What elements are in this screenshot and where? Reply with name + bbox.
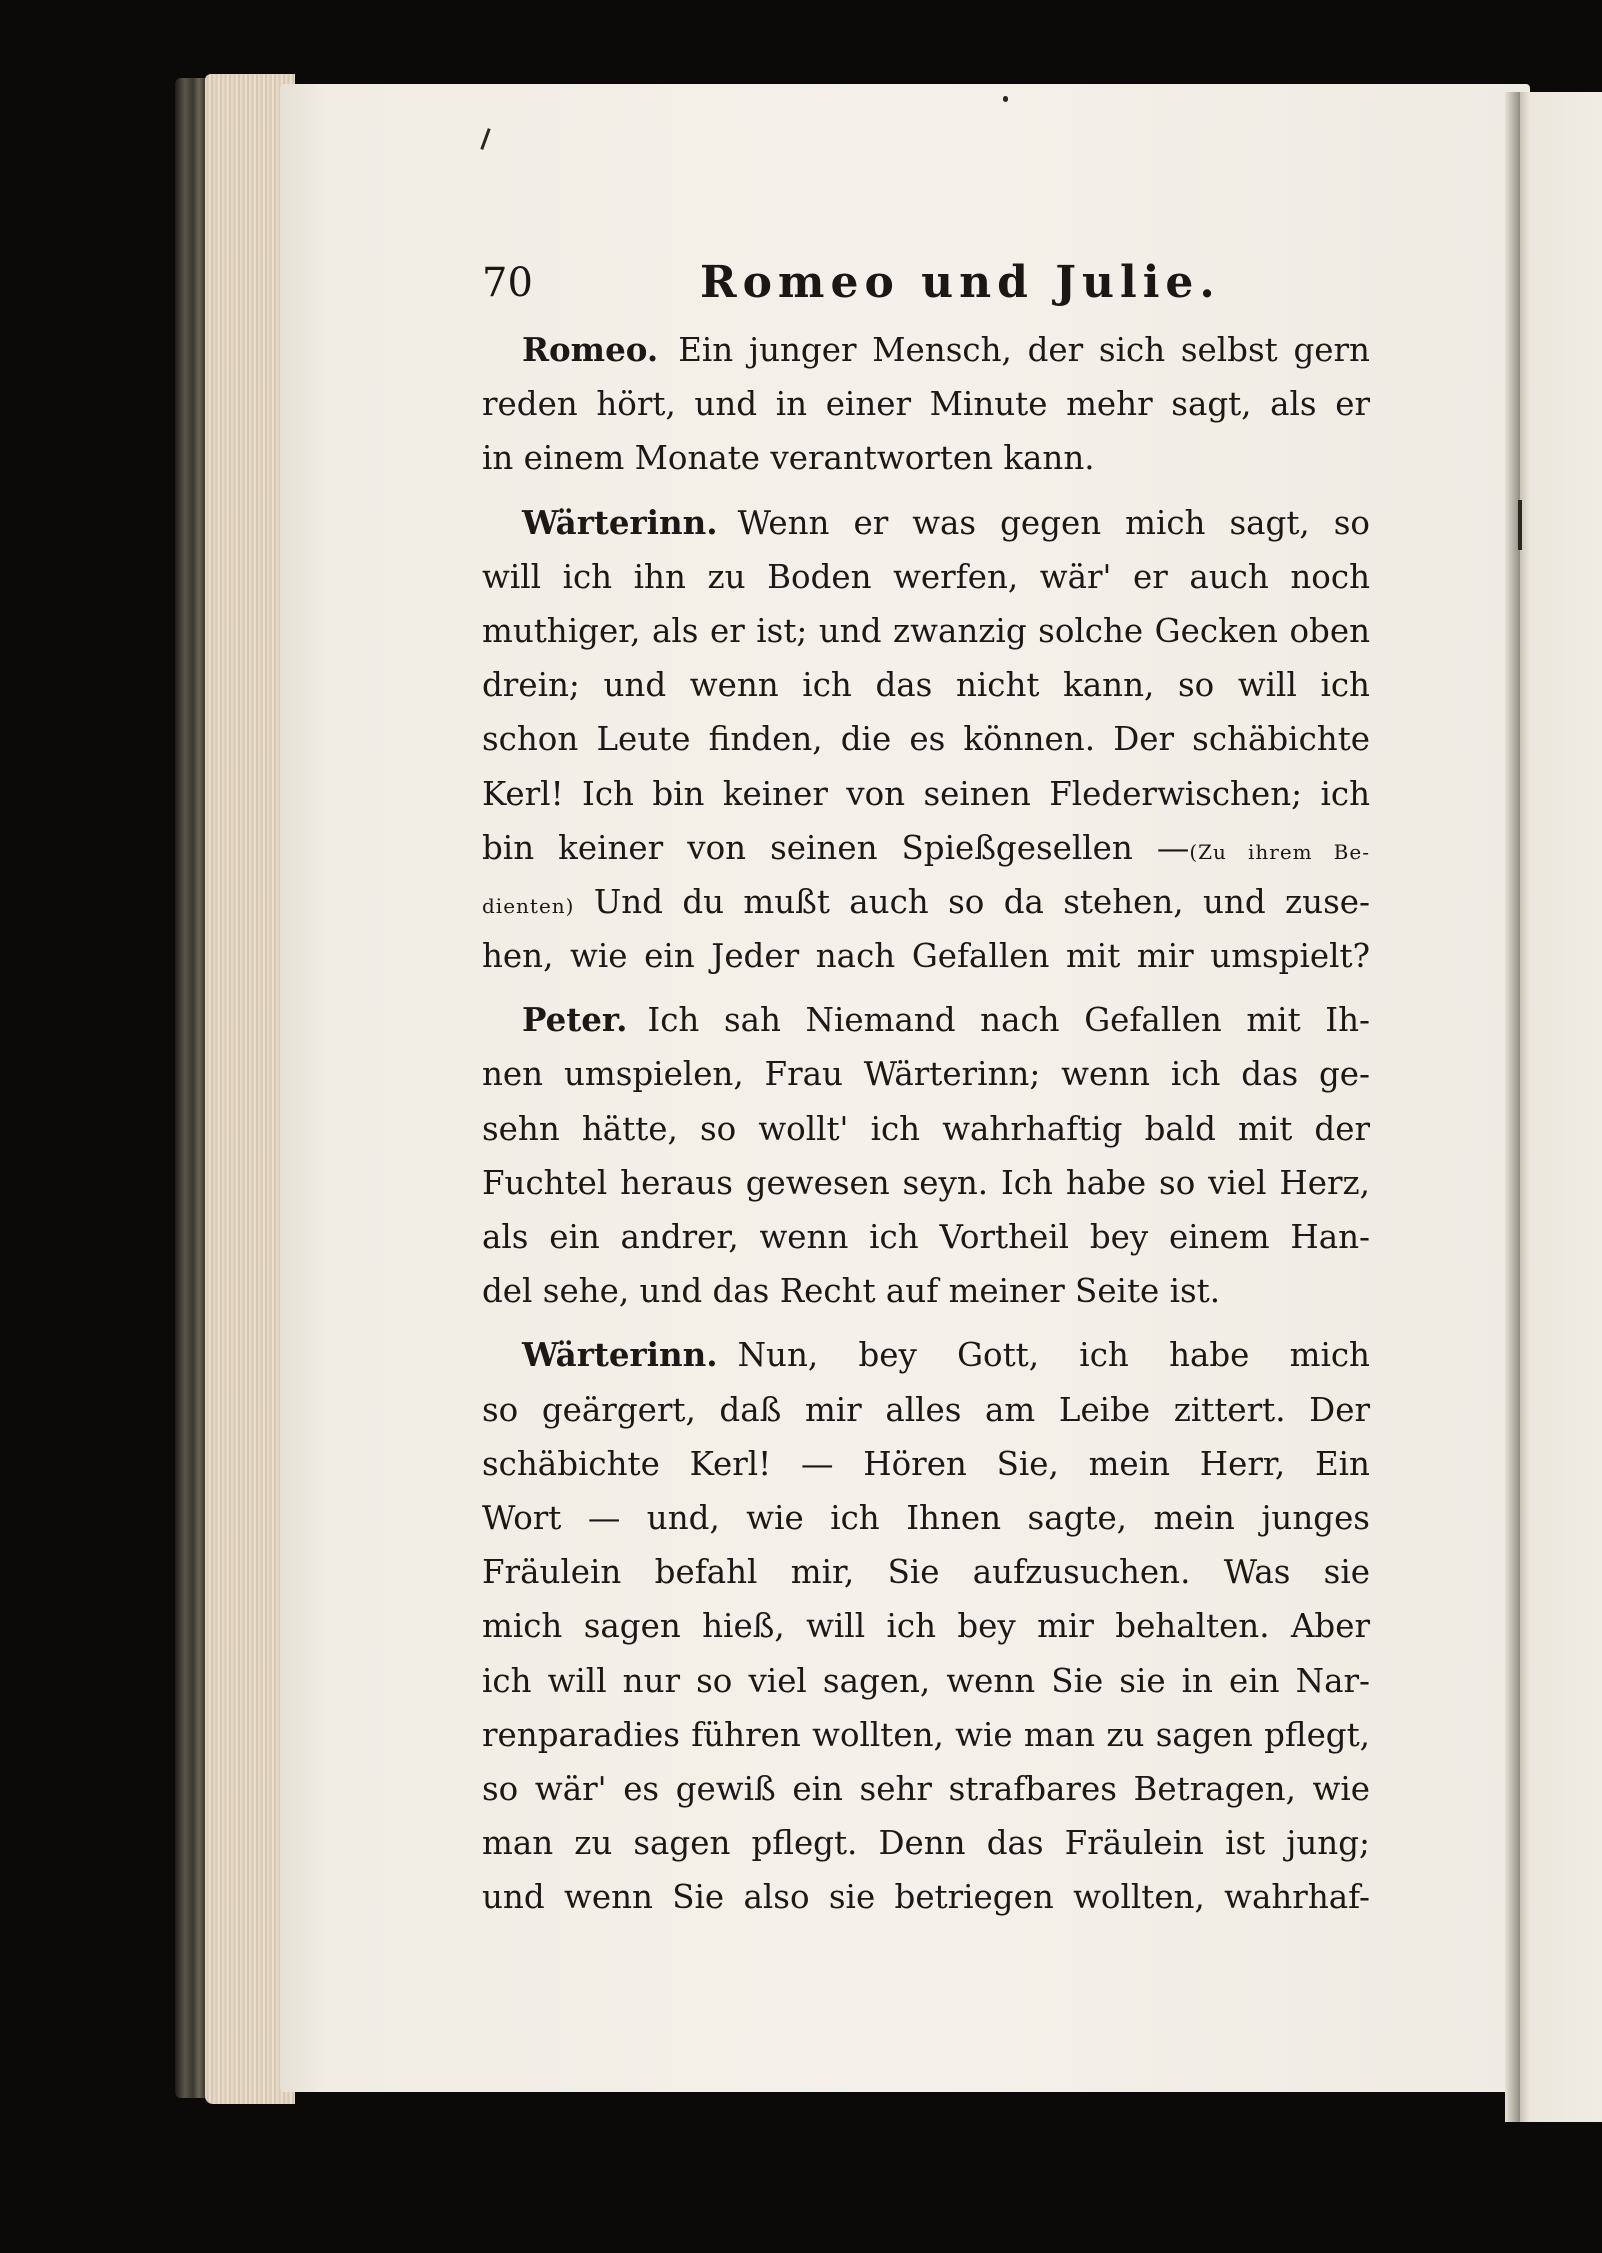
speaker-name: Wärterinn.	[522, 502, 718, 542]
paragraph-waerterinn-1	[482, 496, 1370, 984]
text-line: nen umspielen, Frau Wärterinn; wenn ich das ge-	[482, 1055, 1370, 1094]
text-line: sehn hätte, so wollt' ich wahrhaftig bald mit der	[482, 1109, 1370, 1148]
right-page-edge	[1520, 92, 1602, 2122]
paragraph-romeo	[482, 323, 1370, 486]
text-line: Wärterinn. Nun, bey Gott, ich habe mich	[522, 1335, 1370, 1375]
text-line: bin keiner von seinen Spießgesellen —(Zu ihrem Be-	[482, 828, 1370, 867]
stage-direction: (Zu ihrem Be-	[1189, 839, 1370, 864]
text-line: reden hört, und in einer Minute mehr sagt, als er	[482, 385, 1370, 424]
text-line: so geärgert, daß mir alles am Leibe zittert. Der	[482, 1390, 1370, 1429]
speaker-name: Peter.	[522, 1000, 628, 1040]
page-body	[482, 323, 1370, 1924]
text-line: renparadies führen wollten, wie man zu sagen pflegt,	[482, 1715, 1370, 1754]
text-line: und wenn Sie also sie betriegen wollten, wahrhaf-	[482, 1878, 1370, 1917]
text-line: so wär' es gewiß ein sehr strafbares Betragen, wie	[482, 1769, 1370, 1808]
text-line: ich will nur so viel sagen, wenn Sie sie in ein Nar-	[482, 1661, 1370, 1700]
text-line: muthiger, als er ist; und zwanzig solche Gecken oben	[482, 611, 1370, 650]
text-line: dienten) Und du mußt auch so da stehen, und zuse-	[482, 882, 1370, 921]
running-title: Romeo und Julie.	[700, 257, 1221, 308]
text-line: Fräulein befahl mir, Sie aufzusuchen. Was sie	[482, 1553, 1370, 1592]
speaker-name: Romeo.	[522, 330, 659, 369]
page-header	[0, 248, 1602, 318]
text-line: schon Leute finden, die es können. Der schäbichte	[482, 720, 1370, 759]
stage-direction: dienten)	[482, 893, 575, 918]
text-line: schäbichte Kerl! — Hören Sie, mein Herr, Ein	[482, 1444, 1370, 1483]
text-line: Romeo. Ein junger Mensch, der sich selbst gern	[522, 330, 1370, 369]
ink-speck	[1518, 500, 1522, 550]
text-line: mich sagen hieß, will ich bey mir behalten. Aber	[482, 1607, 1370, 1646]
text-line: del sehe, und das Recht auf meiner Seite ist.	[482, 1272, 1221, 1311]
text-line: Wärterinn. Wenn er was gegen mich sagt, so	[522, 502, 1370, 542]
text-line: als ein andrer, wenn ich Vortheil bey einem Han-	[482, 1218, 1370, 1256]
text-line: in einem Monate verantworten kann.	[482, 439, 1095, 478]
text-line: Fuchtel heraus gewesen seyn. Ich habe so viel Herz,	[482, 1163, 1370, 1202]
text-line: Kerl! Ich bin keiner von seinen Flederwischen; ich	[482, 774, 1370, 813]
ink-speck	[1003, 96, 1008, 102]
text-line: drein; und wenn ich das nicht kann, so will ich	[482, 666, 1370, 705]
text-line: man zu sagen pflegt. Denn das Fräulein ist jung;	[482, 1824, 1370, 1863]
text-line: Wort — und, wie ich Ihnen sagte, mein junges	[482, 1498, 1370, 1537]
speaker-name: Wärterinn.	[522, 1335, 718, 1375]
text-line: Peter. Ich sah Niemand nach Gefallen mit Ih-	[522, 1000, 1370, 1040]
text-line: will ich ihn zu Boden werfen, wär' er auch noch	[482, 557, 1370, 596]
paragraph-peter	[482, 993, 1370, 1318]
page-number: 70	[482, 260, 533, 306]
paragraph-waerterinn-2	[482, 1328, 1370, 1924]
text-line: hen, wie ein Jeder nach Gefallen mit mir umspielt?	[482, 937, 1370, 976]
